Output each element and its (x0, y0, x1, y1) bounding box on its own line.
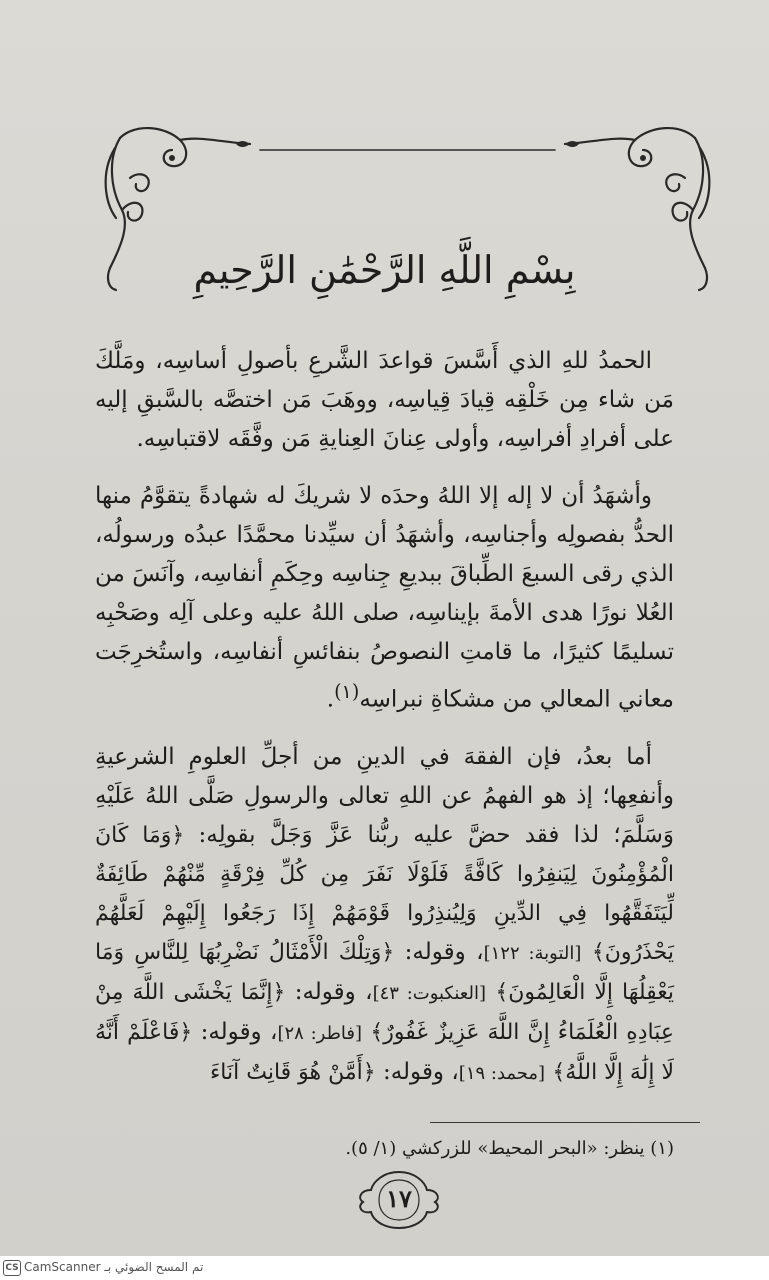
quran-verse: ﴿إِنَّمَا يَخْشَى اللَّهَ مِنْ عِبَادِهِ الْعُلَمَاءُ إِنَّ اللَّهَ عَزِيزٌ غَفُورٌ﴾ (95, 979, 675, 1045)
main-text (95, 342, 674, 1093)
paragraph-praise (95, 342, 674, 459)
connector-text: وقوله: (200, 1018, 262, 1045)
verse-reference: [فاطر: ٢٨] (277, 1022, 363, 1044)
connector-text: وقوله: (294, 978, 356, 1005)
paragraph-testimony: وأشهَدُ أن لا إله إلا اللهُ وحدَه لا شريكَ له شهادةً يتقوَّمُ منها الحدُّ بفصولِه وأجناسِه، وأشهَدُ أن سيِّدنا محمَّدًا عبدُه ورسولُه، الذي رقى السبعَ الطِّباقَ ببديعِ جِناسِه وحِكَمِ أنفاسِه، وآنَسَ من العُلا نورًا هدى الأمةَ بإيناسِه، صلى اللهُ عليه وعلى آلِه وصَحْبِه تسليمًا كثيرًا، ما قامتِ النصوصُ بنفائسِ أنفاسِه، واستُخرِجَت معاني المعالي من مشكاةِ نبراسِه$^{(١)}$. (95, 483, 674, 713)
page-number-badge (355, 1168, 443, 1232)
paragraph-introduction: أما بعدُ، فإن الفقهَ في الدينِ من أجلِّ العلومِ الشرعيةِ وأنفعِها؛ إذ هو الفهمُ عن اللهِ تعالى والرسولِ صَلَّى اللهُ عَلَيْهِ وَسَلَّمَ؛ لذا فقد حضَّ عليه ربُّنا عَزَّ وَجَلَّ بقولِه: ﴿وَمَا كَانَ الْمُؤْمِنُونَ لِيَنفِرُوا كَافَّةً فَلَوْلَا نَفَرَ مِن كُلِّ فِرْقَةٍ مِّنْهُمْ طَائِفَةٌ لِّيَتَفَقَّهُوا فِي الدِّينِ وَلِيُنذِرُوا قَوْمَهُمْ إِذَا رَجَعُوا إِلَيْهِمْ لَعَلَّهُمْ يَحْذَرُونَ﴾ [التوبة: ١٢٢]، وقوله: ﴿وَتِلْكَ الْأَمْثَالُ نَضْرِبُهَا لِلنَّاسِ وَمَا يَعْقِلُهَا إِلَّا الْعَالِمُونَ﴾ [العنكبوت: ٤٣]، وقوله: ﴿إِنَّمَا يَخْشَى اللَّهَ مِنْ عِبَادِهِ الْعُلَمَاءُ إِنَّ اللَّهَ عَزِيزٌ غَفُورٌ﴾ [فاطر: ٢٨]، وقوله: ﴿فَاعْلَمْ أَنَّهُ لَا إِلَٰهَ إِلَّا اللَّهُ﴾ [محمد: ١٩]، وقوله: ﴿أَمَّنْ هُوَ قَانِتٌ آنَاءَ (95, 743, 675, 1085)
verse-reference: [محمد: ١٩] (458, 1062, 546, 1084)
quran-verse: ﴿وَمَا كَانَ الْمُؤْمِنُونَ لِيَنفِرُوا كَافَّةً فَلَوْلَا نَفَرَ مِن كُلِّ فِرْقَةٍ مِّنْهُمْ طَائِفَةٌ لِّيَتَفَقَّهُوا فِي الدِّينِ وَلِيُنذِرُوا قَوْمَهُمْ إِذَا رَجَعُوا إِلَيْهِمْ لَعَلَّهُمْ يَحْذَرُونَ﴾ (95, 822, 675, 965)
quran-verse: ﴿أَمَّنْ هُوَ قَانِتٌ آنَاءَ (209, 1059, 376, 1085)
connector-text: وقوله: (382, 1058, 445, 1085)
basmala-heading: بِسْمِ اللَّهِ الرَّحْمَٰنِ الرَّحِيمِ (193, 248, 576, 292)
verse-reference: [العنكبوت: ٤٣] (372, 982, 486, 1004)
scanner-watermark-bar (0, 1256, 769, 1280)
verse-reference: [التوبة: ١٢٢] (483, 942, 582, 964)
paragraph-testimony-text: وأشهَدُ أن لا إله إلا اللهُ وحدَه لا شريكَ له شهادةً يتقوَّمُ منها الحدُّ بفصولِه وأجناسِه، وأشهَدُ أن سيِّدنا محمَّدًا عبدُه ورسولُه، الذي رقى السبعَ الطِّباقَ ببديعِ جِناسِه وحِكَمِ أنفاسِه، وآنَسَ من العُلا نورًا هدى الأمةَ بإيناسِه، صلى اللهُ عليه وعلى آلِه وصَحْبِه تسليمًا كثيرًا، ما قامتِ النصوصُ بنفائسِ أنفاسِه، واستُخرِجَت معاني المعالي من مشكاةِ نبراسِه (95, 483, 674, 713)
scanner-watermark-text: CamScanner تم المسح الضوئي بـ (24, 1260, 204, 1274)
footnote-marker: (١) (334, 680, 360, 703)
connector-text: وقوله: (404, 938, 466, 965)
paragraph-praise-text: الحمدُ للهِ الذي أَسَّسَ قواعدَ الشَّرعِ بأصولِ أساسِه، ومَلَّكَ مَن شاء مِن خَلْقِه قِيادَ قِياسِه، ووهَبَ مَن اختصَّه بالسَّبقِ إليه على أفرادِ أفراسِه، وأولى عِنانَ العِنايةِ مَن وفَّقَه لاقتباسِه. (95, 348, 674, 452)
paragraph-introduction-text: أما بعدُ، فإن الفقهَ في الدينِ من أجلِّ العلومِ الشرعيةِ وأنفعِها؛ إذ هو الفهمُ عن اللهِ تعالى والرسولِ صَلَّى اللهُ عَلَيْهِ وَسَلَّمَ؛ لذا فقد حضَّ عليه ربُّنا عَزَّ وَجَلَّ بقولِه: (95, 743, 675, 848)
quran-verse: ﴿فَاعْلَمْ أَنَّهُ لَا إِلَٰهَ إِلَّا اللَّهُ﴾ (95, 1019, 674, 1085)
footnote: (١) ينظر: «البحر المحيط» للزركشي (١/ ٥). (345, 1138, 674, 1159)
page-number: ١٧ (386, 1184, 412, 1213)
footnote-divider (430, 1122, 700, 1123)
quran-verse: ﴿وَتِلْكَ الْأَمْثَالُ نَضْرِبُهَا لِلنَّاسِ وَمَا يَعْقِلُهَا إِلَّا الْعَالِمُونَ﴾ (95, 939, 675, 1005)
camscanner-logo-icon: CS (3, 1260, 21, 1276)
